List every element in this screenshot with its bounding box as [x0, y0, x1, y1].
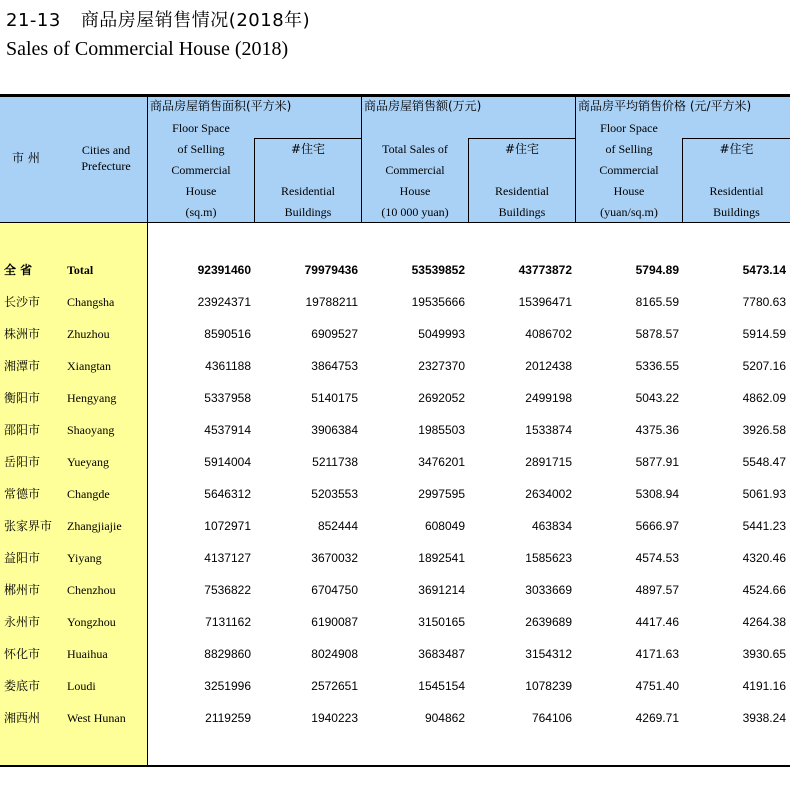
- cell-sales: 2692052: [418, 391, 465, 405]
- cell-floor: 2119259: [205, 711, 251, 725]
- cell-city-cn: 株洲市: [4, 327, 41, 341]
- table-row: [0, 254, 790, 286]
- cell-floor-res: 2572651: [311, 679, 358, 693]
- cell-floor: 7131162: [205, 615, 251, 629]
- header-floor-res-cn: #住宅: [290, 142, 326, 156]
- header-floor-res-en: Residential Buildings: [281, 184, 335, 219]
- cell-floor: 23924371: [197, 295, 251, 309]
- cell-floor-res: 5211738: [312, 455, 358, 469]
- cell-price-res: 5548.47: [742, 455, 786, 469]
- cell-sales: 1985503: [418, 423, 465, 437]
- cell-city-cn: 怀化市: [4, 647, 41, 661]
- cell-floor: 8829860: [204, 647, 251, 661]
- cell-city-en: Zhuzhou: [67, 327, 110, 341]
- cell-price: 4171.63: [635, 647, 679, 661]
- cell-floor: 5337958: [204, 391, 251, 405]
- cell-price-res: 5061.93: [742, 487, 786, 501]
- header-sales-res-en: Residential Buildings: [495, 184, 549, 219]
- header-city-cn: 市 州: [12, 151, 40, 165]
- cell-price-res: 4320.46: [742, 551, 786, 565]
- cell-floor-res: 5203553: [311, 487, 358, 501]
- header-floor-cn: 商品房屋销售面积(平方米): [150, 99, 292, 113]
- header-city-en: Cities and Prefecture: [81, 143, 131, 173]
- table-row: [0, 382, 790, 414]
- cell-sales: 2327370: [418, 359, 465, 373]
- cell-sales: 3150165: [418, 615, 465, 629]
- cell-price: 4897.57: [635, 583, 679, 597]
- cell-price-res: 5914.59: [742, 327, 786, 341]
- cell-city-cn: 岳阳市: [4, 455, 41, 469]
- cell-floor-res: 79979436: [304, 263, 358, 277]
- cell-sales: 19535666: [411, 295, 465, 309]
- table-row: [0, 318, 790, 350]
- header-sales-cn: 商品房屋销售额(万元): [364, 99, 482, 113]
- cell-city-cn: 全 省: [4, 263, 33, 277]
- cell-city-cn: 长沙市: [4, 295, 41, 309]
- cell-city-en: Zhangjiajie: [67, 519, 122, 533]
- page-title-en: Sales of Commercial House (2018): [6, 38, 289, 60]
- table-row: [0, 638, 790, 670]
- cell-price: 5794.89: [635, 263, 679, 277]
- cell-price: 5878.57: [635, 327, 679, 341]
- cell-city-en: Total: [67, 263, 94, 277]
- cell-sales-res: 2499198: [525, 391, 572, 405]
- cell-city-cn: 湘西州: [4, 711, 41, 725]
- cell-floor-res: 5140175: [311, 391, 358, 405]
- cell-price: 4375.36: [635, 423, 679, 437]
- cell-price-res: 4862.09: [742, 391, 786, 405]
- cell-floor: 4137127: [204, 551, 251, 565]
- cell-city-en: Yueyang: [67, 455, 109, 469]
- cell-price-res: 3930.65: [742, 647, 786, 661]
- cell-floor: 5914004: [204, 455, 251, 469]
- cell-city-en: Loudi: [67, 679, 96, 693]
- cell-sales-res: 1078239: [525, 679, 572, 693]
- cell-sales-res: 764106: [531, 711, 572, 725]
- cell-sales-res: 43773872: [518, 263, 572, 277]
- table-number: 21-13: [6, 10, 61, 31]
- cell-city-en: Changde: [67, 487, 110, 501]
- page-title-cn: [6, 6, 310, 32]
- cell-sales-res: 2891715: [525, 455, 572, 469]
- table-row: [0, 574, 790, 606]
- table-row: [0, 670, 790, 702]
- cell-sales: 3691214: [418, 583, 465, 597]
- table-row: [0, 478, 790, 510]
- header-sales-res-cn: #住宅: [504, 142, 540, 156]
- cell-price: 4417.46: [635, 615, 679, 629]
- cell-price: 5336.55: [635, 359, 679, 373]
- cell-sales-res: 3154312: [525, 647, 572, 661]
- header-price-res-en: Residential Buildings: [709, 184, 764, 219]
- cell-floor-res: 6909527: [311, 327, 358, 341]
- cell-city-en: Xiangtan: [67, 359, 111, 373]
- cell-floor-res: 3906384: [311, 423, 358, 437]
- header-price-res-cn: #住宅: [719, 142, 754, 156]
- cell-sales: 5049993: [418, 327, 465, 341]
- cell-price: 4751.40: [635, 679, 679, 693]
- title-cn-text: 商品房屋销售情况(2018年): [80, 10, 311, 31]
- cell-city-en: Huaihua: [67, 647, 108, 661]
- cell-city-cn: 常德市: [4, 487, 41, 501]
- cell-sales-res: 463834: [531, 519, 572, 533]
- cell-sales-res: 2639689: [525, 615, 572, 629]
- cell-price: 4269.71: [635, 711, 679, 725]
- cell-price-res: 5473.14: [742, 263, 786, 277]
- cell-price-res: 3938.24: [742, 711, 786, 725]
- cell-city-cn: 邵阳市: [4, 423, 41, 437]
- cell-floor: 8590516: [204, 327, 251, 341]
- cell-city-cn: 郴州市: [4, 583, 41, 597]
- cell-city-en: West Hunan: [67, 711, 126, 725]
- table-row: [0, 510, 790, 542]
- cell-price-res: 7780.63: [742, 295, 786, 309]
- cell-price-res: 3926.58: [742, 423, 786, 437]
- cell-price-res: 4264.38: [742, 615, 786, 629]
- table-row: [0, 702, 790, 734]
- cell-price: 5308.94: [635, 487, 679, 501]
- cell-price-res: 4191.16: [742, 679, 786, 693]
- table-row: [0, 414, 790, 446]
- cell-sales-res: 2634002: [525, 487, 572, 501]
- cell-sales: 2997595: [418, 487, 465, 501]
- cell-floor-res: 3670032: [311, 551, 358, 565]
- cell-floor: 5646312: [204, 487, 251, 501]
- cell-city-en: Changsha: [67, 295, 115, 309]
- cell-city-en: Chenzhou: [67, 583, 116, 597]
- cell-sales-res: 1533874: [525, 423, 572, 437]
- table-row: [0, 606, 790, 638]
- cell-floor-res: 1940223: [311, 711, 358, 725]
- header-floor-en: Floor Space of Selling Commercial House (sq.m): [171, 121, 231, 219]
- cell-sales-res: 3033669: [525, 583, 572, 597]
- cell-sales: 53539852: [411, 263, 465, 277]
- cell-sales-res: 2012438: [525, 359, 572, 373]
- cell-floor-res: 8024908: [311, 647, 358, 661]
- table-row: [0, 286, 790, 318]
- cell-price: 4574.53: [635, 551, 679, 565]
- cell-city-cn: 永州市: [4, 615, 41, 629]
- header-price-en: Floor Space of Selling Commercial House (yuan/sq.m): [599, 121, 659, 219]
- cell-floor-res: 852444: [317, 519, 358, 533]
- table-row: [0, 446, 790, 478]
- cell-price: 5666.97: [635, 519, 679, 533]
- cell-floor: 92391460: [197, 263, 251, 277]
- cell-sales: 904862: [424, 711, 465, 725]
- table-row: [0, 542, 790, 574]
- cell-city-en: Hengyang: [67, 391, 117, 405]
- cell-price-res: 5207.16: [742, 359, 786, 373]
- cell-sales: 3683487: [418, 647, 465, 661]
- table-row: [0, 350, 790, 382]
- bottom-rule: [0, 765, 790, 767]
- cell-price-res: 4524.66: [742, 583, 786, 597]
- header-sales-en: Total Sales of Commercial House (10 000 yuan): [381, 142, 449, 219]
- cell-price: 8165.59: [635, 295, 679, 309]
- cell-sales: 608049: [424, 519, 465, 533]
- cell-floor: 7536822: [204, 583, 251, 597]
- cell-city-cn: 张家界市: [4, 519, 53, 533]
- cell-city-cn: 益阳市: [4, 551, 41, 565]
- cell-floor: 4537914: [204, 423, 251, 437]
- cell-floor-res: 6704750: [311, 583, 358, 597]
- cell-floor-res: 3864753: [311, 359, 358, 373]
- cell-sales: 1545154: [418, 679, 465, 693]
- cell-city-cn: 娄底市: [4, 679, 41, 693]
- cell-sales: 1892541: [418, 551, 465, 565]
- cell-sales: 3476201: [418, 455, 465, 469]
- cell-floor-res: 19788211: [305, 295, 358, 309]
- cell-sales-res: 15396471: [518, 295, 572, 309]
- cell-city-en: Yongzhou: [67, 615, 116, 629]
- cell-price: 5043.22: [635, 391, 679, 405]
- cell-city-en: Yiyang: [67, 551, 102, 565]
- cell-price-res: 5441.23: [742, 519, 786, 533]
- cell-sales-res: 4086702: [525, 327, 572, 341]
- cell-floor-res: 6190087: [311, 615, 358, 629]
- header-price-cn: 商品房平均销售价格 (元/平方米): [578, 99, 752, 113]
- cell-floor: 4361188: [205, 359, 251, 373]
- cell-sales-res: 1585623: [525, 551, 572, 565]
- cell-city-cn: 湘潭市: [4, 359, 41, 373]
- cell-city-en: Shaoyang: [67, 423, 115, 437]
- cell-price: 5877.91: [635, 455, 679, 469]
- cell-floor: 1072971: [204, 519, 251, 533]
- cell-floor: 3251996: [204, 679, 251, 693]
- cell-city-cn: 衡阳市: [4, 391, 41, 405]
